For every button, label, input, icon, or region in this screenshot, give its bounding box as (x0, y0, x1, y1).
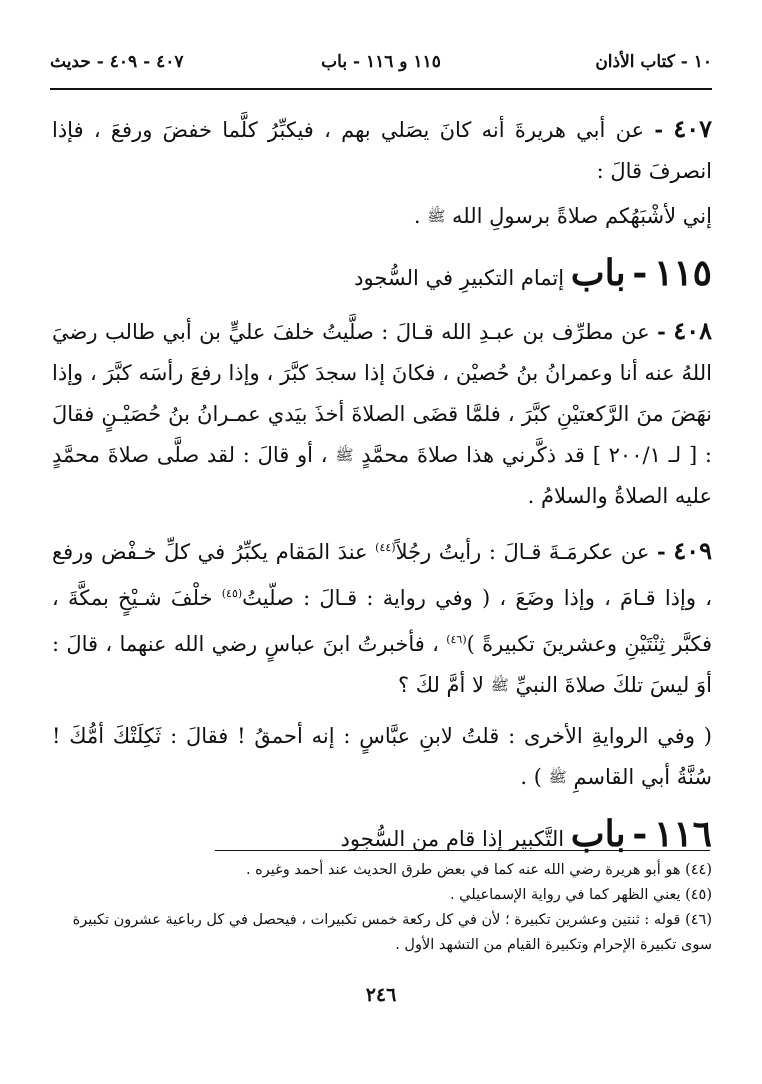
hadith-409-other-riwaya (52, 716, 712, 798)
salawat-symbol: ﷺ (548, 768, 567, 786)
dash: - (657, 539, 666, 564)
hadith-text: ، فأخبرتُ ابنَ عباسٍ رضي الله عنهما ، قالَ : أوَ ليسَ تلكَ صلاةَ النبيِّ (52, 632, 712, 697)
header-hadith-range: ٤٠٧ - ٤٠٩ - حديث (50, 52, 184, 72)
bab-116-heading (52, 812, 712, 861)
hadith-number: ٤٠٩ (673, 536, 712, 565)
dash: - (654, 117, 664, 142)
dash: - (632, 252, 648, 294)
page-number: ٢٤٦ (365, 984, 397, 1006)
hadith-408 (52, 310, 712, 517)
bab-title: إتمام التكبيرِ في السُّجود (354, 266, 565, 290)
riwaya-end: ) . (520, 765, 542, 789)
bab-word: باب (570, 252, 626, 294)
hadith-number: ٤٠٧ (673, 114, 712, 143)
header-rule (50, 88, 712, 90)
footnote-ref-44[interactable]: (٤٤) (375, 541, 396, 554)
hadith-text: عن مطرِّف بن عبـدِ الله قـالَ : صلَّيتُ خلفَ عليٍّ بن أبي طالب رضيَ اللهُ عنه أنا وعمرانُ بنُ حُصيْن ، فكانَ إذا سجدَ كبَّرَ ، وإذا رفعَ رأسَه كبَّرَ ، وإذا نهَضَ منَ الرَّكعتيْنِ كبَّرَ ، فلمَّا قضَى الصلاةَ أخذَ بيَدي عمـرانُ بنُ حُصَيْـنٍ فقالَ : [ لـ ٢٠٠/١ ] قد ذكَّرني هذا صلاةَ محمَّدٍ (52, 320, 712, 467)
header-bab: ١١٥ و ١١٦ - باب (321, 52, 441, 72)
footnotes (52, 858, 712, 958)
bab-number: ١١٥ (653, 252, 712, 294)
hadith-text: عندَ المَقام يكبِّرُ في كلِّ خـفْض ورفع ، وإذا قـامَ ، وإذا وضَعَ ، ( وفي رواية : قـالَ : صلّيتُ (52, 540, 712, 610)
header-chapter: ١٠ - كتاب الأذان (595, 52, 712, 72)
hadith-407-quote (52, 196, 712, 237)
hadith-text-end: ، أو قالَ : لقد صلَّى صلاةَ محمَّدٍ عليه الصلاةُ والسلامُ . (52, 443, 712, 508)
footnote-44: (٤٤) هو أبو هريرة رضي الله عنه كما في بعض طرق الحديث عند أحمد وغيره . (245, 862, 712, 878)
footnote-rule (215, 850, 710, 851)
dash: - (657, 319, 666, 344)
footnote-45: (٤٥) يعني الظهر كما في رواية الإسماعيلي . (449, 887, 712, 903)
riwaya-text: ( وفي الروايةِ الأخرى : قلتُ لابنِ عبَّاسٍ : إنه أحمقُ ! فقالَ : ثَكِلَتْكَ أمُّكَ ! سُنَّةُ أبي القاسمِ (52, 724, 712, 789)
dash: - (632, 813, 648, 855)
bab-number: ١١٦ (653, 813, 712, 855)
hadith-text: خلْفَ شـيْخٍ بمكَّةَ ، فكبَّر ثِنْتَيْنِ وعشرينَ تكبيرةً ) (52, 586, 712, 656)
footnote-46: (٤٦) قوله : ثنتين وعشرين تكبيرة ؛ لأن في كل ركعة خمس تكبيرات ، فيحصل في كل رباعية عشرون تكبيرة سوى تكبيرة الإحرام وتكبيرة القيام من التشهد الأول . (72, 912, 712, 953)
hadith-number: ٤٠٨ (673, 316, 712, 345)
salawat-symbol: ﷺ (427, 207, 446, 225)
quote-text: إني لأشْبَهُكم صلاةً برسولِ الله (452, 204, 712, 228)
hadith-text: عن أبي هريرةَ أنه كانَ يصَلي بهم ، فيكبِّرُ كلَّما خفضَ ورفعَ ، فإذا انصرفَ قالَ : (52, 118, 712, 183)
bab-title: التَّكبير إذا قام من السُّجود (340, 827, 565, 851)
footnote-ref-45[interactable]: (٤٥) (221, 587, 243, 600)
quote-end: . (413, 204, 421, 228)
salawat-symbol: ﷺ (490, 676, 509, 694)
bab-word: باب (570, 813, 626, 855)
hadith-text: لا أمَّ لكَ ؟ (397, 673, 485, 697)
footnote-ref-46[interactable]: (٤٦) (446, 633, 467, 646)
hadith-text: عن عكرمَـةَ قـالَ : رأيتُ رجُلاً (395, 540, 650, 564)
hadith-409 (52, 527, 712, 706)
salawat-symbol: ﷺ (335, 446, 354, 464)
hadith-407 (52, 108, 712, 192)
bab-115-heading (52, 251, 712, 300)
page-body (52, 108, 712, 871)
running-header (50, 44, 712, 84)
